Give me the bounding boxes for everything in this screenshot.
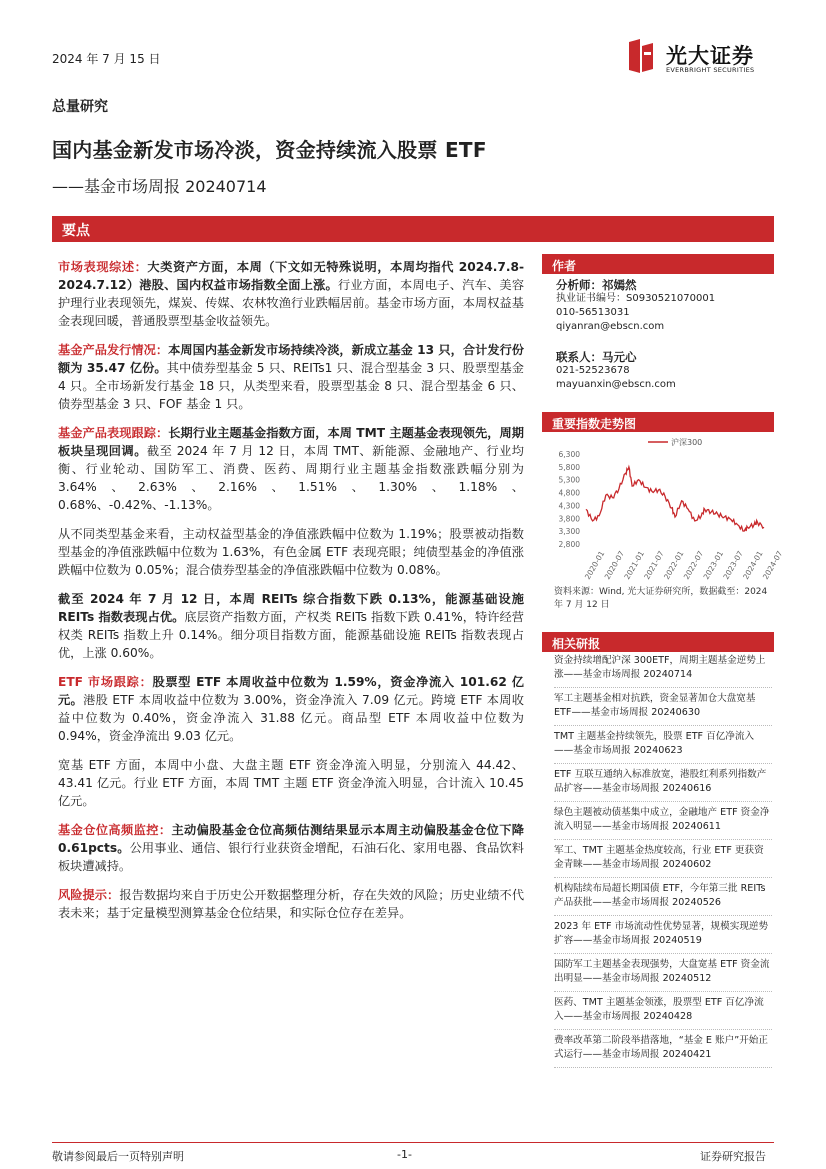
everbright-logo-icon [626,38,656,74]
report-date: 2024 年 7 月 15 日 [52,52,161,66]
y-tick-label: 2,800 [558,540,580,549]
chart-x-axis [583,549,785,581]
author-heading: 作者 [552,259,577,273]
para-etf-broad [58,756,524,810]
para-label: 基金产品表现跟踪： [58,426,169,440]
para-label: 基金产品发行情况： [58,343,169,357]
x-tick-label: 2020-07 [602,549,627,581]
related-report-item[interactable]: 费率改革第二阶段举措落地，“基金 E 账户”开始正式运行——基金市场周报 20240421 [554,1034,772,1068]
key-points-bar [52,216,774,242]
para-bold: 长期行业主题基金指数方面，本周 TMT 主题基金表现领先，周期板块呈现回调。 [58,426,524,458]
para-text: 其中债券型基金 5 只、REITs1 只、混合型基金 3 只、股票型基金 4 只。全市场新发行基金 18 只，从类型来看，股票型基金 8 只、混合型基金 6 只、债券型基金 3 只、FOF 基金 1 只。 [58,361,524,411]
report-title: 国内基金新发市场冷淡，资金持续流入股票 ETF [52,138,487,162]
para-text: 底层资产指数方面，产权类 REITs 指数下跌 0.41%，特许经营权类 REITs 指数上升 0.14%。细分项目指数方面，能源基础设施 REITs 指数表现占优，上涨 0.60%。 [58,610,524,660]
related-report-item[interactable]: 军工、TMT 主题基金热度较高，行业 ETF 更获资金青睐——基金市场周报 20240602 [554,844,772,878]
para-label: ETF 市场跟踪： [58,675,153,689]
analyst-email[interactable]: qiyanran@ebscn.com [556,321,665,332]
related-report-item[interactable]: 军工主题基金相对抗跌，资金显著加仓大盘宽基 ETF——基金市场周报 20240630 [554,692,772,726]
chart-heading: 重要指数走势图 [552,417,637,431]
x-tick-label: 2023-01 [701,549,726,581]
para-label: 市场表现综述： [58,260,148,274]
contact-phone: 021-52523678 [556,365,630,376]
footer-report-type: 证券研究报告 [700,1150,766,1163]
author-bar [542,254,774,274]
para-bold: 主动偏股基金仓位高频估测结果显示本周主动偏股基金仓位下降 0.61pcts。 [58,823,524,855]
x-tick-label: 2023-07 [721,549,745,581]
logo-text-en: EVERBRIGHT SECURITIES [666,66,755,74]
key-points-heading: 要点 [62,223,90,239]
chart-bar [542,412,774,432]
key-points-content [58,258,524,933]
y-tick-label: 4,300 [558,501,580,511]
legend-label: 沪深300 [671,438,703,447]
para-text: 宽基 ETF 方面，本周中小盘、大盘主题 ETF 资金净流入明显，分别流入 44.42、43.41 亿元。行业 ETF 方面，本周 TMT 主题 ETF 资金净流入明显，合计流入 10.45 亿元。 [58,758,524,808]
para-text: 从不同类型基金来看，主动权益型基金的净值涨跌幅中位数为 1.19%；股票被动指数型基金的净值涨跌幅中位数为 1.63%，有色金属 ETF 表现亮眼；纯债型基金的净值涨跌幅中位数为 0.05%；混合债券型基金的净值涨跌幅中位数为 0.08%。 [58,527,524,577]
report-category: 总量研究 [52,99,108,115]
page-number: -1- [397,1148,412,1161]
related-report-item[interactable]: TMT 主题基金持续领先，股票 ETF 百亿净流入——基金市场周报 20240623 [554,730,772,764]
para-market-overview [58,258,524,330]
footer-divider [52,1142,774,1143]
related-report-item[interactable]: 资金持续增配沪深 300ETF，周期主题基金逆势上涨——基金市场周报 20240714 [554,654,772,688]
y-tick-label: 3,800 [558,514,580,524]
index-chart [542,432,785,582]
analyst-cert: 执业证书编号：S0930521070001 [556,293,716,304]
series-line-hs300 [586,467,764,531]
index-line-chart [542,432,785,582]
chart-legend [648,437,702,447]
x-tick-label: 2022-07 [681,549,706,581]
analyst-info [556,278,715,334]
related-bar [542,632,774,652]
report-subtitle: ——基金市场周报 20240714 [52,177,267,196]
para-bold: 本周国内基金新发市场持续冷淡，新成立基金 13 只，合计发行份额为 35.47 亿份。 [58,343,524,375]
para-text: 港股 ETF 本周收益中位数为 3.00%，资金净流入 7.09 亿元。跨境 ETF 本周收益中位数为 0.40%，资金净流入 31.88 亿元。商品型 ETF 本周收益中位数为 0.94%，资金净流出 9.03 亿元。 [58,693,524,743]
para-etf-tracking [58,673,524,745]
para-fund-issuance [58,341,524,413]
para-bold: 大类资产方面，本周（下文如无特殊说明，本周均指代 2024.7.8-2024.7.12）港股、国内权益市场指数全面上涨。 [58,260,524,292]
footer-disclaimer[interactable]: 敬请参阅最后一页特别声明 [52,1150,184,1163]
related-report-item[interactable]: ETF 互联互通纳入标准放宽，港股红利系列指数产品扩容——基金市场周报 20240616 [554,768,772,802]
x-tick-label: 2024-01 [741,549,765,581]
y-tick-label: 5,300 [558,475,580,485]
y-tick-label: 3,300 [558,527,580,537]
x-tick-label: 2022-01 [662,549,686,581]
para-bold: 股票型 ETF 本周收益中位数为 1.59%，资金净流入 101.62 亿元。 [58,675,524,707]
logo-text-cn: 光大证券 [666,44,754,68]
para-label: 风险提示： [58,888,120,902]
contact-email[interactable]: mayuanxin@ebscn.com [556,379,676,390]
para-bold: 截至 2024 年 7 月 12 日，本周 REITs 综合指数下跌 0.13%，能源基础设施 REITs 指数表现占优。 [58,592,524,624]
related-report-item[interactable]: 国防军工主题基金表现强势，大盘宽基 ETF 资金流出明显——基金市场周报 20240512 [554,958,772,992]
para-position-monitor [58,821,524,875]
para-text: 报告数据均来自于历史公开数据整理分析，存在失效的风险；历史业绩不代表未来；基于定量模型测算基金仓位结果，和实际仓位存在差异。 [58,888,525,920]
x-tick-label: 2024-07 [760,549,785,581]
company-logo [626,36,786,82]
contact-info [556,350,676,392]
para-risk [58,886,524,922]
related-report-item[interactable]: 机构陆续布局超长期国债 ETF，今年第三批 REITs 产品获批——基金市场周报 20240526 [554,882,772,916]
related-reports-list [554,654,772,1072]
related-report-item[interactable]: 医药、TMT 主题基金领涨，股票型 ETF 百亿净流入——基金市场周报 20240428 [554,996,772,1030]
y-tick-label: 4,800 [558,488,580,498]
x-tick-label: 2021-07 [642,549,666,581]
related-heading: 相关研报 [552,637,601,651]
y-tick-label: 6,300 [558,450,580,459]
para-text: 截至 2024 年 7 月 12 日，本周 TMT、新能源、金融地产、行业均衡、行业轮动、国防军工、消费、医药、周期行业主题基金指数涨跌幅分别为 3.64%、2.63%、2.16%、1.51%、1.30%、1.18%、0.68%、-0.42%、-1.13%。 [58,444,524,512]
x-tick-label: 2020-01 [582,549,607,581]
para-label: 基金仓位高频监控： [58,823,172,837]
para-text: 行业方面，本周电子、汽车、美容护理行业表现领先，煤炭、传媒、农林牧渔行业跌幅居前。基金市场方面，本周权益基金表现回暖，普通股票型基金收益领先。 [58,278,525,328]
para-text: 公用事业、通信、银行行业获资金增配，石油石化、家用电器、食品饮料板块遭减持。 [58,841,524,873]
para-reits [58,590,524,662]
related-report-item[interactable]: 2023 年 ETF 市场流动性优势显著，规模实现逆势扩容——基金市场周报 20240519 [554,920,772,954]
related-report-item[interactable]: 绿色主题被动债基集中成立，金融地产 ETF 资金净流入明显——基金市场周报 20240611 [554,806,772,840]
x-tick-label: 2021-01 [622,549,646,581]
y-tick-label: 5,800 [558,462,580,472]
para-fund-types [58,525,524,579]
para-fund-performance [58,424,524,514]
chart-source: 资料来源：Wind, 光大证券研究所，数据截至：2024 年 7 月 12 日 [554,587,768,610]
contact-name: 联系人：马元心 [556,350,637,364]
analyst-name: 分析师：祁嫣然 [556,278,637,292]
chart-y-axis [559,450,581,549]
analyst-phone: 010-56513031 [556,307,630,318]
